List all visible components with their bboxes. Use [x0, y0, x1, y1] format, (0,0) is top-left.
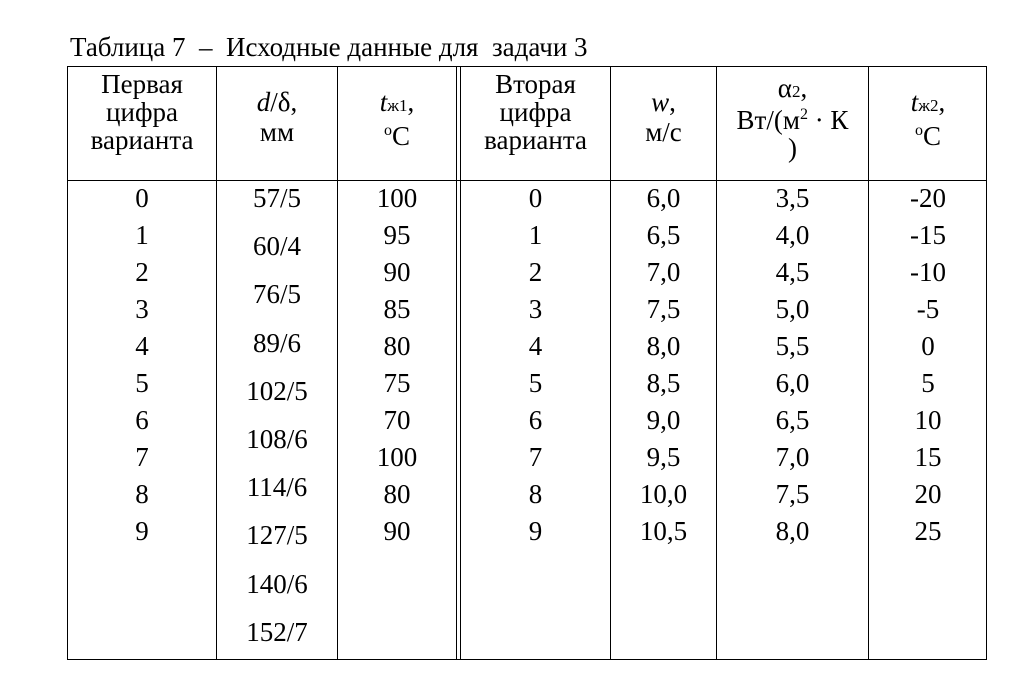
cell-w: 9,0	[646, 405, 681, 435]
cell-alpha2: 6,5	[775, 405, 810, 435]
header-unit	[737, 106, 849, 134]
cell-t2: 25	[914, 516, 942, 546]
cell-w: 10,5	[639, 516, 688, 546]
cell-alpha2: 6,0	[775, 368, 810, 398]
cell-second-digit: 4	[528, 331, 543, 361]
header-unit-close: )	[788, 133, 797, 163]
header-line	[257, 88, 297, 116]
cell-t1: 100	[376, 442, 418, 472]
cell-first-digit: 6	[135, 405, 149, 435]
cell-alpha2: 5,5	[775, 331, 810, 361]
cell-w: 6,0	[646, 183, 681, 213]
cell-t2: 20	[914, 479, 942, 509]
degree-sign: o	[383, 122, 392, 139]
cell-t1: 80	[383, 479, 411, 509]
cell-alpha2: 4,0	[775, 220, 810, 250]
cell-t2: 5	[921, 368, 935, 398]
cell-t1: 90	[383, 257, 411, 287]
cell-alpha2: 8,0	[775, 516, 810, 546]
cell-second-digit: 9	[528, 516, 543, 546]
cell-w: 7,0	[646, 257, 681, 287]
cell-second-digit: 2	[528, 257, 543, 287]
cell-t1: 95	[383, 220, 411, 250]
cell-d-delta: 152/7	[246, 616, 308, 647]
comma: ,	[800, 73, 808, 103]
header-line: Первая	[101, 69, 183, 99]
cell-d-delta: 108/6	[246, 424, 308, 454]
symbol-subscript: ж2	[918, 96, 939, 115]
header-alpha2	[717, 74, 868, 184]
cell-second-digit: 6	[528, 405, 543, 435]
cell-second-digit: 8	[528, 479, 543, 509]
header-w	[611, 88, 716, 198]
unit-part: · К	[807, 105, 849, 135]
cell-first-digit: 2	[135, 257, 149, 287]
table-caption: Таблица 7 – Исходные данные для задачи 3	[70, 32, 588, 62]
header-unit: м/с	[645, 117, 682, 147]
comma: ,	[407, 87, 415, 117]
cell-first-digit: 7	[135, 442, 149, 472]
header-line	[911, 88, 946, 120]
header-t1	[338, 88, 456, 198]
symbol-subscript: 2	[791, 82, 801, 101]
cell-w: 9,5	[646, 442, 681, 472]
cell-second-digit: 3	[528, 294, 543, 324]
symbol-t: t	[379, 87, 388, 117]
header-line: цифра	[106, 97, 178, 127]
symbol-d: d	[256, 87, 271, 117]
cell-first-digit: 1	[135, 220, 149, 250]
symbol-alpha: α	[777, 73, 792, 103]
cell-first-digit: 5	[135, 368, 149, 398]
header-line: варианта	[90, 125, 194, 155]
cell-alpha2: 7,0	[775, 442, 810, 472]
cell-first-digit: 8	[135, 479, 149, 509]
symbol-t: t	[910, 87, 919, 117]
cell-t2: -20	[910, 183, 946, 213]
degree-sign: o	[914, 122, 923, 139]
cell-alpha2: 3,5	[775, 183, 810, 213]
header-first-digit	[67, 70, 217, 180]
header-t2	[869, 88, 987, 198]
cell-w: 8,5	[646, 368, 681, 398]
header-line	[380, 88, 415, 120]
cell-first-digit: 0	[135, 183, 149, 213]
symbol-subscript: ж1	[387, 96, 408, 115]
cell-t2: -15	[910, 220, 946, 250]
cell-second-digit: 7	[528, 442, 543, 472]
cell-t2: 10	[914, 405, 942, 435]
cell-t1: 75	[383, 368, 411, 398]
cell-d-delta: 114/6	[246, 472, 308, 503]
cell-w: 7,5	[646, 294, 681, 324]
cell-t1: 85	[383, 294, 411, 324]
cell-w: 10,0	[639, 479, 688, 509]
header-second-digit	[461, 70, 610, 180]
cell-t2: 0	[921, 331, 935, 361]
cell-d-delta: 89/6	[252, 327, 301, 358]
unit-c: C	[391, 121, 410, 151]
cell-alpha2: 4,5	[775, 257, 810, 287]
cell-first-digit: 3	[135, 294, 149, 324]
cell-second-digit: 5	[528, 368, 543, 398]
cell-t2: -5	[916, 294, 940, 324]
symbol-delta: /δ,	[270, 87, 298, 117]
cell-second-digit: 1	[528, 220, 543, 250]
header-d-delta	[217, 88, 337, 198]
symbol-w: w	[651, 87, 670, 117]
header-line: Вторая	[495, 69, 576, 99]
header-unit: мм	[259, 117, 295, 147]
header-line	[651, 88, 676, 116]
cell-d-delta: 127/5	[246, 520, 308, 551]
cell-w: 6,5	[646, 220, 681, 250]
data-table	[67, 66, 987, 660]
cell-t1: 80	[383, 331, 411, 361]
cell-d-delta: 60/4	[252, 231, 301, 262]
cell-first-digit: 4	[135, 331, 149, 361]
cell-d-delta: 102/5	[246, 375, 308, 406]
cell-t2: -10	[910, 257, 946, 287]
cell-alpha2: 5,0	[775, 294, 810, 324]
cell-t1: 70	[383, 405, 411, 435]
header-line: цифра	[499, 97, 572, 127]
header-line: варианта	[484, 125, 587, 155]
cell-w: 8,0	[646, 331, 681, 361]
header-unit	[384, 122, 410, 150]
cell-t2: 15	[914, 442, 942, 472]
cell-d-delta: 140/6	[246, 568, 308, 599]
cell-alpha2: 7,5	[775, 479, 810, 509]
comma: ,	[669, 87, 676, 117]
superscript-2: 2	[799, 106, 808, 123]
unit-part: Вт/(м	[736, 105, 800, 135]
comma: ,	[938, 87, 946, 117]
cell-d-delta: 76/5	[252, 279, 301, 310]
column-divider-double	[456, 66, 457, 660]
unit-c: C	[922, 121, 941, 151]
cell-t1: 100	[376, 183, 418, 213]
cell-t1: 90	[383, 516, 411, 546]
cell-first-digit: 9	[135, 516, 149, 546]
header-unit	[915, 122, 941, 150]
header-line	[778, 74, 807, 106]
cell-second-digit: 0	[528, 183, 543, 213]
cell-d-delta: 57/5	[252, 183, 301, 213]
